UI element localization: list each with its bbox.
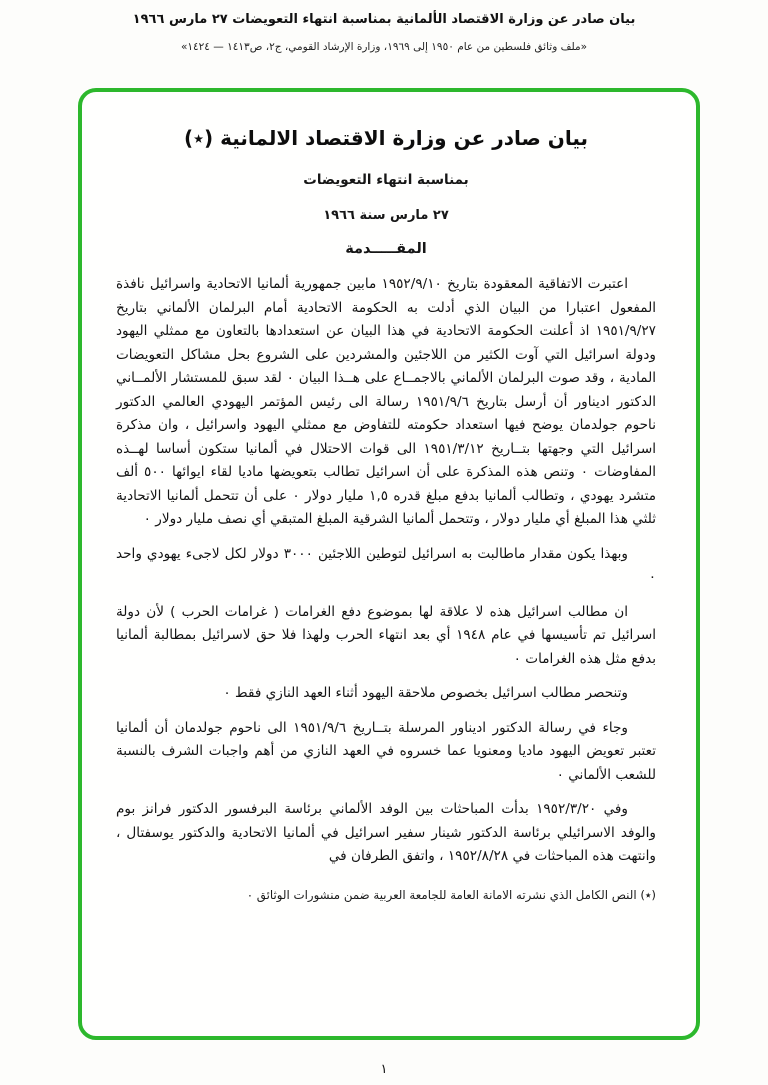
section-heading: المقـــــدمة <box>345 241 427 257</box>
header-title: بيان صادر عن وزارة الاقتصاد الألمانية بمناسبة انتهاء التعويضات ٢٧ مارس ١٩٦٦ <box>132 12 636 27</box>
paragraph-5: وجاء في رسالة الدكتور اديناور المرسلة بتــاريخ ١٩٥١/٩/٦ الى ناحوم جولدمان أن ألمانيا تعتبر تعويض اليهود ماديا ومعنويا عما خسروه في العهد النازي من أهم واجبات الشرف بالنسبة للشعب الألماني ٠ <box>116 719 656 783</box>
paragraph-1: اعتبرت الاتفاقية المعقودة بتاريخ ١٩٥٢/٩/١٠ مابين جمهورية ألمانيا الاتحادية واسرائيل نافذة المفعول اعتبارا من البيان الذي أدلت به الحكومة الاتحادية أمام البرلمان الألماني بتاريخ ١٩٥١/٩/٢٧ اذ أعلنت الحكومة الاتحادية في هذا البيان عن استعدادها بالتعاون مع ممثلي اليهود ودولة اسرائيل التي آوت الكثير من اللاجئين والمشردين على الشروع بحل مشاكل التعويضات المادية ، وقد صوت البرلمان الألماني بالاجمــاع على هــذا البيان ٠ لقد سبق للمستشار الألمــاني الدكتور اديناور أن أرسل بتاريخ ١٩٥١/٩/٦ رسالة الى رئيس المؤتمر اليهودي العالمي الدكتور ناحوم جولدمان يوضح فيها استعداد حكومته للتفاوض مع ممثلي اليهود واسرائيل ، وان مذكرة اسرائيل التي وجهتها بتــاريخ ١٩٥١/٣/١٢ الى قوات الاحتلال في ألمانيا ستكون أساسا لهــذه المفاوضات ٠ وتنص هذه المذكرة على أن اسرائيل تطالب بتعويضها ماديا لقاء ايوائها ٥٠٠ ألف متشرد يهودي ، وتطالب ألمانيا بدفع مبلغ قدره ١,٥ مليار دولار ٠ على أن تتحمل ألمانيا الاتحادية ثلثي هذا المبلغ أي مليار دولار ، وتتحمل ألمانيا الشرقية المبلغ المتبقي أي نصف مليار دولار ٠ <box>116 276 657 527</box>
page-header <box>0 12 768 53</box>
document-frame <box>78 88 700 1040</box>
source-citation: «ملف وثائق فلسطين من عام ١٩٥٠ إلى ١٩٦٩، وزارة الإرشاد القومي، ج٢، ص١٤١٣ — ١٤٢٤» <box>180 41 588 53</box>
paragraph-6: وفي ١٩٥٢/٣/٢٠ بدأت المباحثات بين الوفد الألماني برئاسة البرفسور الدكتور فرانز بوم والوفد الاسرائيلي برئاسة الدكتور شينار سفير اسرائيل في ألمانيا الاتحادية والدكتور يوسفتال ، وانتهت هذه المباحثات في ١٩٥٢/٨/٢٨ ، واتفق الطرفان في <box>116 801 656 864</box>
paragraph-4: وتنحصر مطالب اسرائيل بخصوص ملاحقة اليهود أثناء العهد النازي فقط ٠ <box>223 685 628 701</box>
paragraph-3: ان مطالب اسرائيل هذه لا علاقة لها بموضوع دفع الغرامات ( غرامات الحرب ) لأن دولة اسرائيل تم تأسيسها في عام ١٩٤٨ أي بعد انتهاء الحرب ولهذا فلا حق لاسرائيل بمطالبة ألمانيا بدفع مثل هذه الغرامات ٠ <box>116 603 656 667</box>
document-title: بيان صادر عن وزارة الاقتصاد الالمانية (٭) <box>183 126 589 150</box>
document-subtitle: بمناسبة انتهاء التعويضات <box>303 172 469 188</box>
page-number: ١ <box>380 1062 388 1077</box>
document-date: ٢٧ مارس سنة ١٩٦٦ <box>323 208 449 223</box>
document-body <box>82 92 696 1036</box>
footnote: (٭) النص الكامل الذي نشرته الامانة العامة للجامعة العربية ضمن منشورات الوثائق ٠ <box>246 887 656 902</box>
paragraph-2: وبهذا يكون مقدار ماطالبت به اسرائيل لتوطين اللاجئين ٣٠٠٠ دولار لكل لاجىء يهودي واحد ٠ <box>116 545 656 585</box>
